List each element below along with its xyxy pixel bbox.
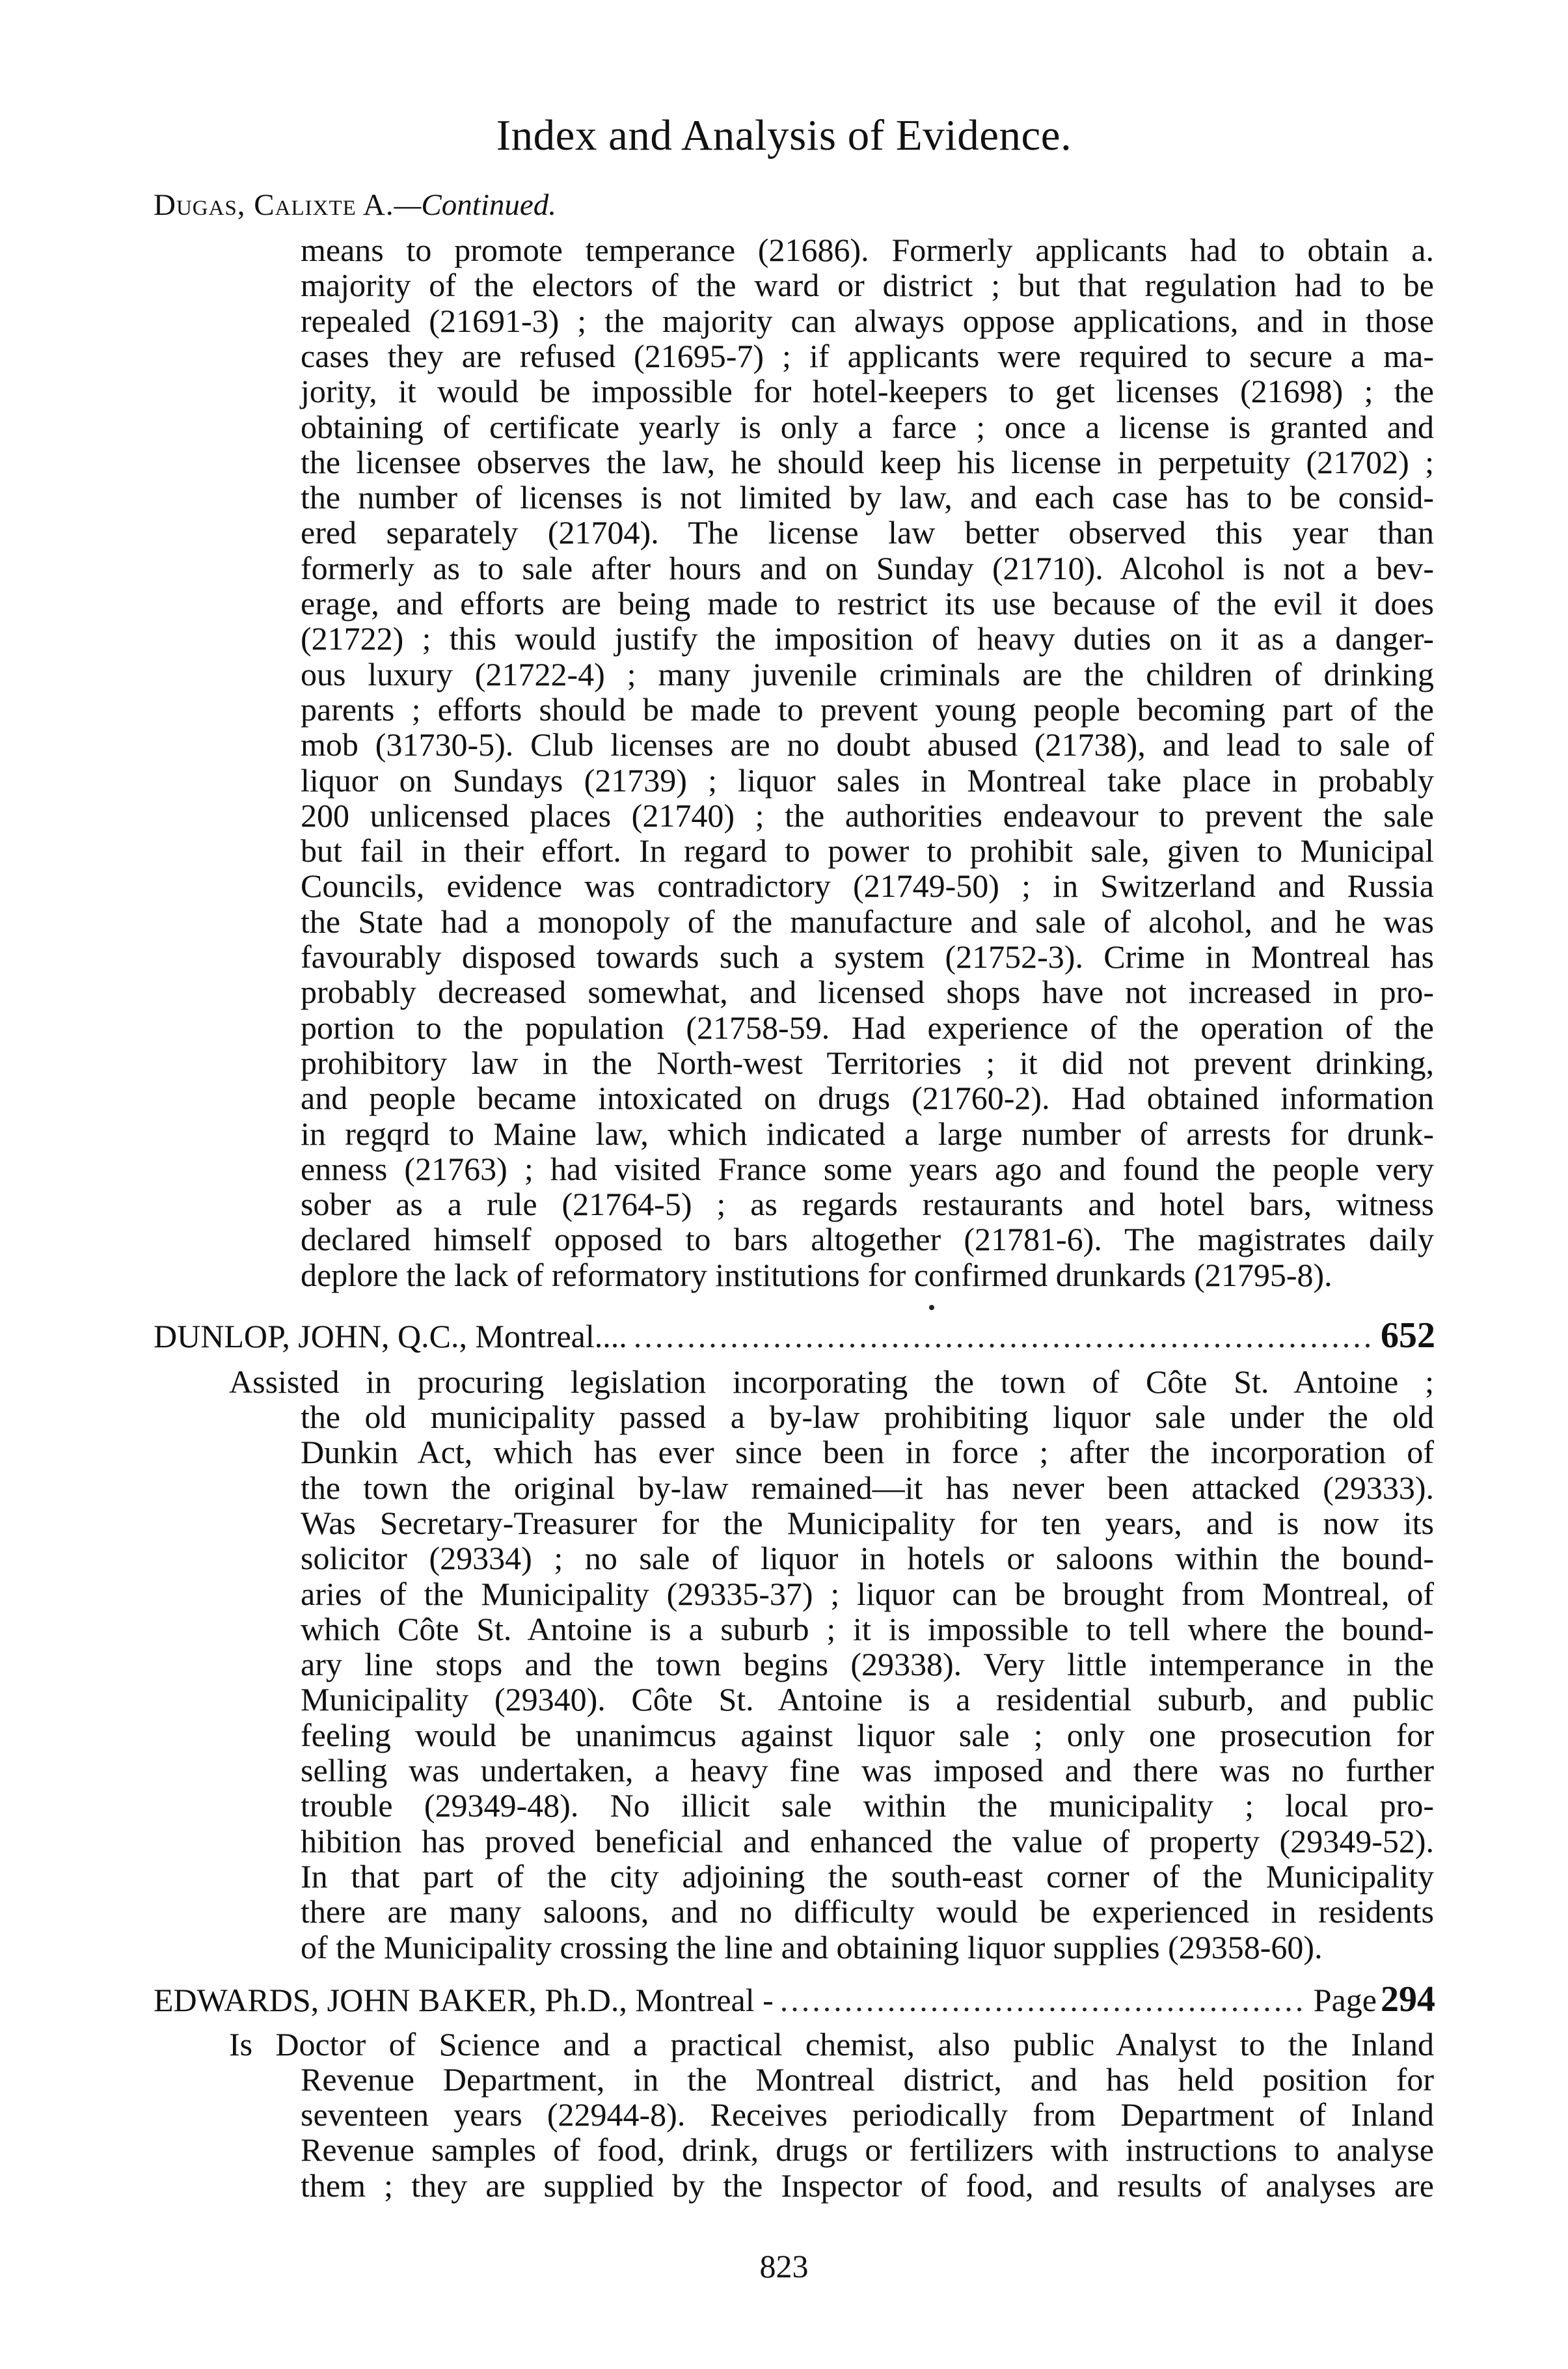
body-line: Municipality (29340). Côte St. Antoine is a residential suburb, and public — [301, 1681, 1434, 1718]
body-line: ered separately (21704). The license law better observed this year than — [301, 514, 1434, 551]
entry-heading-edwards — [154, 1980, 1435, 2020]
body-line: Councils, evidence was contradictory (21749-50) ; in Switzerland and Russia — [301, 868, 1434, 904]
body-line: the State had a monopoly of the manufacture and sale of alcohol, and he was — [301, 903, 1434, 940]
body-line: trouble (29349-48). No illicit sale within the municipality ; local pro- — [301, 1787, 1434, 1824]
stray-dot — [929, 1305, 934, 1310]
running-head: Index and Analysis of Evidence. — [496, 111, 1072, 159]
body-line: which Côte St. Antoine is a suburb ; it is impossible to tell where the bound- — [301, 1611, 1434, 1647]
body-line: the town the original by-law remained—it has never been attacked (29333). — [301, 1470, 1434, 1506]
page-number: 294 — [1381, 1979, 1435, 2020]
body-line: means to promote temperance (21686). Formerly applicants had to obtain a. — [301, 232, 1434, 268]
body-line: them ; they are supplied by the Inspector of food, and results of analyses are — [301, 2167, 1434, 2204]
body-line: but fail in their effort. In regard to power to prohibit sale, given to Municipal — [301, 832, 1434, 869]
body-line: prohibitory law in the North-west Territories ; it did not prevent drinking, — [301, 1045, 1434, 1081]
body-line: portion to the population (21758-59. Had experience of the operation of the — [301, 1009, 1434, 1046]
body-line: Was Secretary-Treasurer for the Municipality for ten years, and is now its — [301, 1505, 1434, 1541]
body-line: 200 unlicensed places (21740) ; the authorities endeavour to prevent the sale — [301, 797, 1434, 834]
body-line: (21722) ; this would justify the imposition of heavy duties on it as a danger- — [301, 620, 1434, 657]
body-line: Dunkin Act, which has ever since been in force ; after the incorporation of — [301, 1434, 1434, 1470]
page-folio: 823 — [759, 2248, 809, 2284]
body-line: in regqrd to Maine law, which indicated a large number of arrests for drunk- — [301, 1116, 1434, 1152]
body-line: favourably disposed towards such a system (21752-3). Crime in Montreal has — [301, 938, 1434, 975]
body-line: cases they are refused (21695-7) ; if applicants were required to secure a ma- — [301, 338, 1434, 374]
body-line: Revenue samples of food, drink, drugs or fertilizers with instructions to analyse — [301, 2131, 1434, 2168]
body-line: feeling would be unanimcus against liquor sale ; only one prosecution for — [301, 1717, 1434, 1753]
body-line: declared himself opposed to bars altogether (21781-6). The magistrates daily — [301, 1221, 1434, 1257]
body-line: sober as a rule (21764-5) ; as regards restaurants and hotel bars, witness — [301, 1186, 1434, 1222]
body-line: majority of the electors of the ward or district ; but that regulation had to be — [301, 267, 1434, 303]
dot-leader — [634, 1317, 1374, 1356]
body-line: seventeen years (22944-8). Receives periodically from Department of Inland — [301, 2096, 1434, 2133]
body-line: formerly as to sale after hours and on Sunday (21710). Alcohol is not a bev- — [301, 550, 1434, 586]
entry-first-line: Is Doctor of Science and a practical chemist, also public Analyst to the Inland — [229, 2026, 1434, 2062]
body-line: solicitor (29334) ; no sale of liquor in hotels or saloons within the bound- — [301, 1540, 1434, 1576]
body-line: the old municipality passed a by-law prohibiting liquor sale under the old — [301, 1399, 1434, 1435]
continued-entry-heading — [154, 185, 556, 225]
body-line: there are many saloons, and no difficulty would be experienced in residents — [301, 1893, 1434, 1930]
body-line: ous luxury (21722-4) ; many juvenile criminals are the children of drinking — [301, 656, 1434, 692]
body-line: aries of the Municipality (29335-37) ; liquor can be brought from Montreal, of — [301, 1576, 1434, 1612]
body-line: obtaining of certificate yearly is only a farce ; once a license is granted and — [301, 409, 1434, 445]
continued-entry-name: Dugas, Calixte A. — [154, 188, 394, 222]
page-prefix: Page — [1313, 1982, 1377, 2018]
entry-name: EDWARDS, JOHN BAKER, Ph.D., Montreal - — [154, 1982, 774, 2018]
body-line: jority, it would be impossible for hotel-keepers to get licenses (21698) ; the — [301, 373, 1434, 409]
body-line: and people became intoxicated on drugs (21760-2). Had obtained information — [301, 1080, 1434, 1116]
body-line: In that part of the city adjoining the south-east corner of the Municipality — [301, 1858, 1434, 1895]
body-line: of the Municipality crossing the line and obtaining liquor supplies (29358-60). — [301, 1929, 1323, 1965]
body-line: the number of licenses is not limited by law, and each case has to be consid- — [301, 479, 1434, 515]
dot-leader — [780, 1980, 1307, 2020]
entry-name: DUNLOP, JOHN, Q.C., Montreal.... — [154, 1318, 627, 1354]
body-line: mob (31730-5). Club licenses are no doubt abused (21738), and lead to sale of — [301, 726, 1434, 763]
body-line: the licensee observes the law, he should keep his license in perpetuity (21702) ; — [301, 444, 1434, 480]
body-line: probably decreased somewhat, and licensed shops have not increased in pro- — [301, 974, 1434, 1010]
body-line: erage, and efforts are being made to restrict its use because of the evil it does — [301, 585, 1434, 622]
body-line: ary line stops and the town begins (29338). Very little intemperance in the — [301, 1646, 1434, 1682]
body-line: Revenue Department, in the Montreal district, and has held position for — [301, 2061, 1434, 2098]
body-line: hibition has proved beneficial and enhanced the value of property (29349-52). — [301, 1823, 1434, 1859]
body-line: liquor on Sundays (21739) ; liquor sales in Montreal take place in probably — [301, 762, 1434, 799]
body-line: repealed (21691-3) ; the majority can always oppose applications, and in those — [301, 303, 1434, 339]
entry-heading-dunlop — [154, 1316, 1435, 1356]
entry-first-line: Assisted in procuring legislation incorporating the town of Côte St. Antoine ; — [229, 1363, 1434, 1400]
continued-label: —Continued. — [394, 188, 556, 222]
body-line: parents ; efforts should be made to prevent young people becoming part of the — [301, 691, 1434, 728]
body-line: selling was undertaken, a heavy fine was imposed and there was no further — [301, 1752, 1434, 1788]
body-line: deplore the lack of reformatory institutions for confirmed drunkards (21795-8). — [301, 1257, 1332, 1293]
body-line: enness (21763) ; had visited France some years ago and found the people very — [301, 1151, 1434, 1187]
page-number: 652 — [1381, 1315, 1435, 1356]
